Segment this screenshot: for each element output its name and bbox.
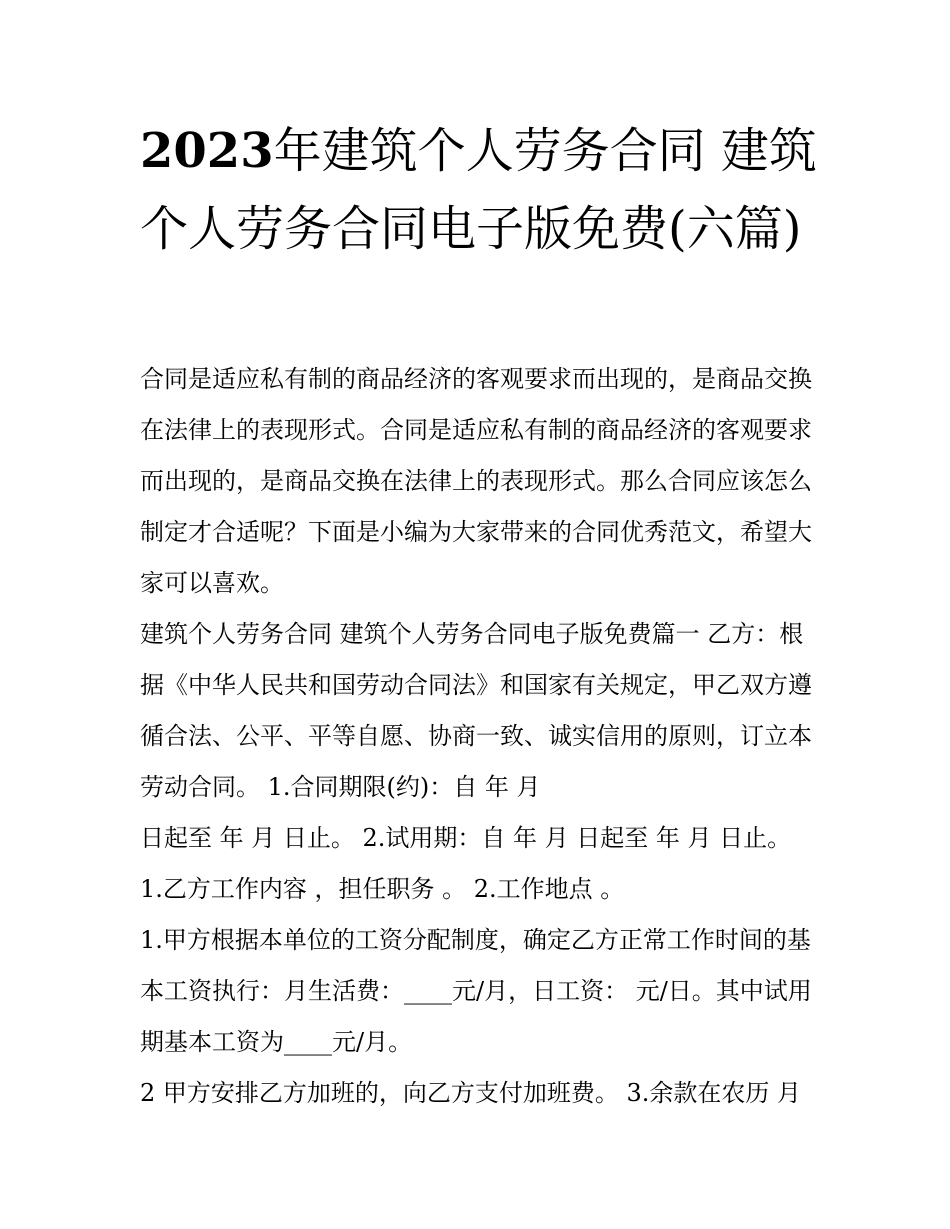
paragraph-intro: 合同是适应私有制的商品经济的客观要求而出现的，是商品交换在法律上的表现形式。合同是适应私有制的商品经济的客观要求而出现的，是商品交换在法律上的表现形式。那么合同应该怎么制定才合适呢？下面是小编为大家带来的合同优秀范文，希望大家可以喜欢。 (140, 365, 812, 597)
paragraph-contract-intro: 建筑个人劳务合同 建筑个人劳务合同电子版免费篇一 乙方：根据《中华人民共和国劳动合同法》和国家有关规定，甲乙双方遵循合法、公平、平等自愿、协商一致、诚实信用的原则，订立本劳动合同。 1.合同期限(约)：自 年 月 (140, 620, 812, 801)
paragraph-term-dates: 日起至 年 月 日止。 2.试用期：自 年 月 日起至 年 月 日止。 (140, 824, 792, 852)
title-year: 2023 (140, 123, 274, 179)
document-title (140, 112, 820, 268)
paragraph-overtime: 2 甲方安排乙方加班的，向乙方支付加班费。 3.余款在农历 月 (140, 1079, 802, 1107)
paragraph-job-content: 1.乙方工作内容 ，担任职务 。 2.工作地点 。 (140, 875, 625, 903)
title-text: 年建筑个人劳务合同 建筑个人劳务合同电子版免费(六篇) (140, 123, 817, 257)
paragraph-salary: 1.甲方根据本单位的工资分配制度，确定乙方正常工作时间的基本工资执行：月生活费：____元/月，日工资： 元/日。其中试用期基本工资为____元/月。 (140, 926, 812, 1056)
document-body (140, 354, 820, 1119)
